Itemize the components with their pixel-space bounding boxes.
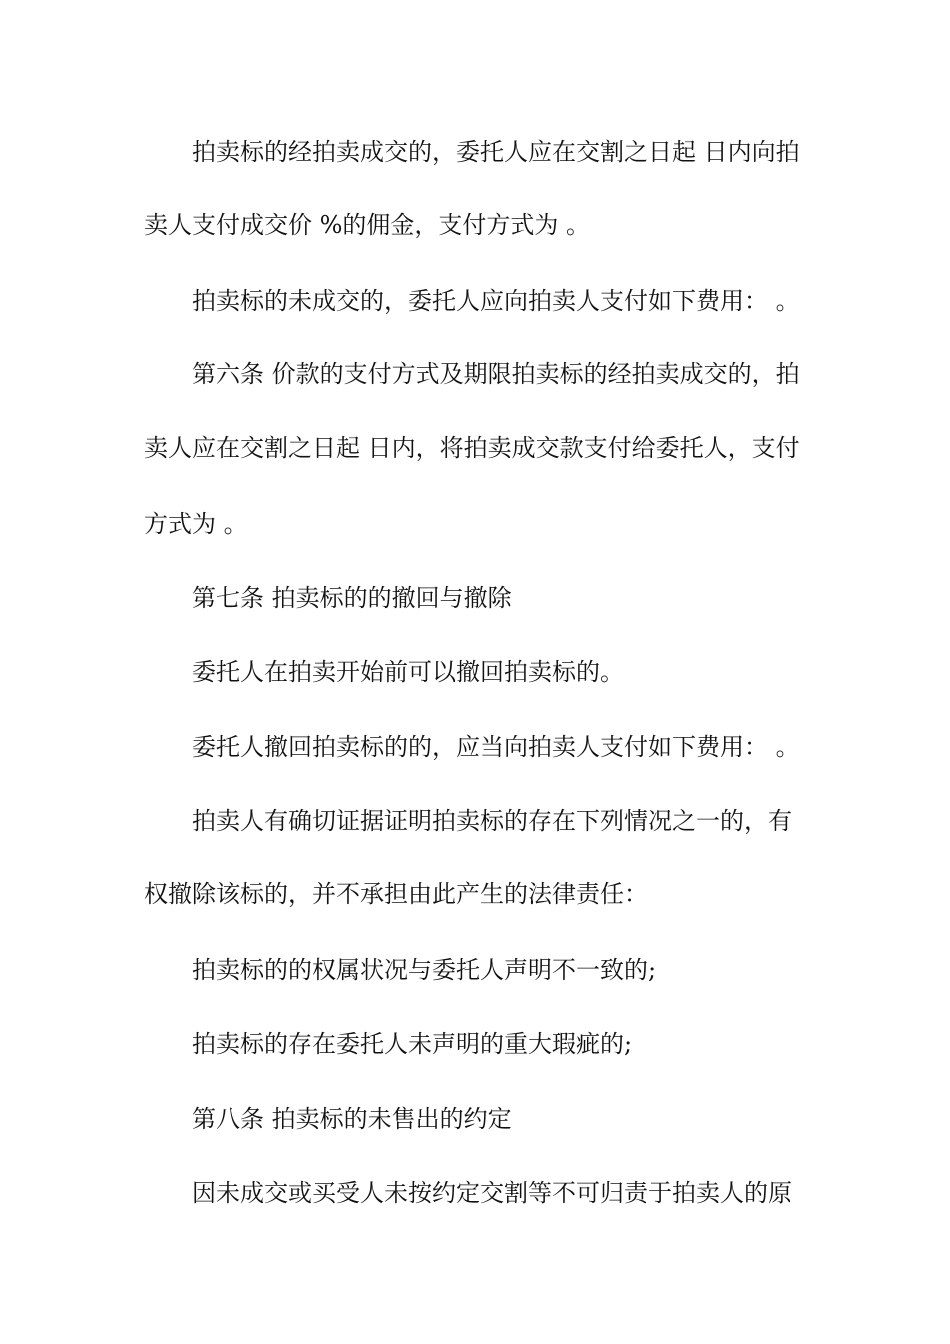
text-line-11: 权撤除该标的，并不承担由此产生的法律责任： (144, 880, 648, 908)
text-line-6: 方式为 。 (144, 510, 248, 538)
text-line-1: 拍卖标的经拍卖成交的，委托人应在交割之日起 日内向拍 (192, 138, 800, 166)
text-line-3: 拍卖标的未成交的，委托人应向拍卖人支付如下费用： 。 (192, 287, 800, 315)
text-line-5: 卖人应在交割之日起 日内，将拍卖成交款支付给委托人，支付 (144, 434, 800, 462)
text-line-2: 卖人支付成交价 %的佣金，支付方式为 。 (144, 211, 591, 239)
text-line-12: 拍卖标的的权属状况与委托人声明不一致的; (192, 956, 657, 984)
text-line-14: 第八条 拍卖标的未售出的约定 (192, 1105, 512, 1133)
text-line-13: 拍卖标的存在委托人未声明的重大瑕疵的; (192, 1030, 633, 1058)
text-line-4: 第六条 价款的支付方式及期限拍卖标的经拍卖成交的，拍 (192, 360, 800, 388)
text-line-7: 第七条 拍卖标的的撤回与撤除 (192, 584, 512, 612)
text-line-9: 委托人撤回拍卖标的的，应当向拍卖人支付如下费用： 。 (192, 733, 800, 761)
text-line-8: 委托人在拍卖开始前可以撤回拍卖标的。 (192, 658, 624, 686)
text-line-15: 因未成交或买受人未按约定交割等不可归责于拍卖人的原 (192, 1179, 792, 1207)
text-line-10: 拍卖人有确切证据证明拍卖标的存在下列情况之一的，有 (192, 807, 792, 835)
